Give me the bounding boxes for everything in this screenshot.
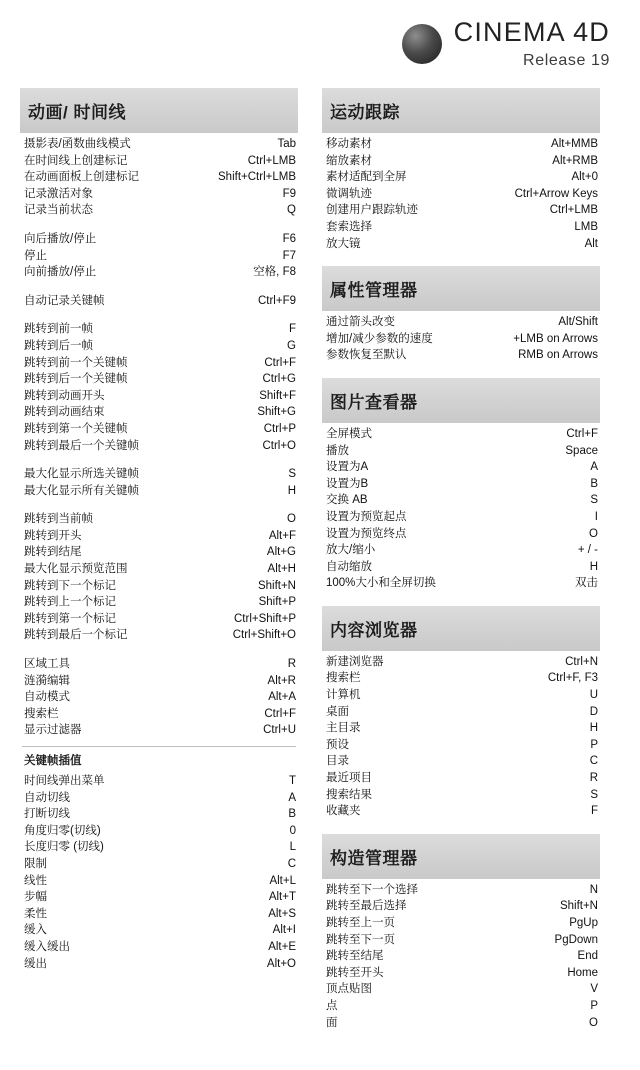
shortcut-label: 通过箭头改变 [326, 316, 395, 329]
shortcut-row [322, 787, 600, 804]
section-title: 属性管理器 [322, 266, 600, 311]
shortcut-label: 面 [326, 1016, 338, 1029]
shortcut-label: 跳转到后一个关键帧 [24, 373, 128, 386]
shortcut-row [20, 790, 298, 807]
shortcut-label: 创建用户跟踪轨迹 [326, 204, 418, 217]
shortcut-label: 时间线弹出菜单 [24, 775, 105, 787]
shortcut-key: 双击 [575, 577, 598, 590]
shortcut-row [322, 492, 600, 509]
shortcut-key: F7 [282, 249, 296, 262]
shortcut-list [20, 228, 298, 281]
shortcut-row [322, 670, 600, 687]
shortcut-label: 搜索栏 [24, 707, 59, 720]
shortcut-label: 缩放素材 [326, 154, 372, 167]
shortcut-key: V [590, 983, 598, 996]
section-motion-tracking [322, 88, 600, 252]
shortcut-list [322, 879, 600, 1031]
shortcut-key: Alt+T [268, 891, 296, 904]
shortcut-row [322, 770, 600, 787]
shortcut-row [322, 932, 600, 949]
shortcut-key: Tab [277, 138, 296, 150]
shortcut-key: Ctrl+O [262, 439, 296, 452]
shortcut-label: 跳转到前一帧 [24, 323, 93, 336]
shortcut-label: 跳转至结尾 [326, 950, 384, 963]
shortcut-label: 跳转到动画结束 [24, 406, 105, 419]
shortcut-label: 目录 [326, 755, 349, 768]
shortcut-key: L [289, 841, 296, 854]
shortcut-row [322, 526, 600, 543]
shortcut-key: Ctrl+F [264, 707, 296, 720]
shortcut-key: Alt+A [268, 691, 296, 704]
shortcut-key: U [589, 689, 598, 702]
brand-title: CINEMA 4D [453, 17, 610, 47]
shortcut-label: 放大/缩小 [326, 544, 376, 557]
shortcut-key: Alt+S [268, 907, 296, 920]
shortcut-key: O [589, 1016, 598, 1029]
shortcut-row [20, 248, 298, 265]
shortcut-row [20, 673, 298, 690]
shortcut-key: Alt+E [268, 940, 296, 953]
shortcut-row [322, 136, 600, 153]
shortcut-row [20, 889, 298, 906]
shortcut-row [20, 438, 298, 455]
shortcut-label: 设置为B [326, 477, 369, 490]
shortcut-label: 跳转到开头 [24, 529, 82, 542]
shortcut-row [322, 559, 600, 576]
shortcut-label: 柔性 [24, 907, 47, 920]
shortcut-row [322, 509, 600, 526]
shortcut-key: Alt+H [267, 563, 296, 576]
shortcut-key: T [288, 775, 296, 787]
shortcut-row [322, 803, 600, 820]
shortcut-label: 跳转到后一帧 [24, 339, 93, 352]
shortcut-key: Ctrl+Arrow Keys [514, 187, 598, 200]
shortcut-row [20, 136, 298, 153]
shortcut-key: Ctrl+F, F3 [547, 672, 598, 685]
shortcut-label: 素材适配到全屏 [326, 171, 407, 184]
shortcut-label: 步幅 [24, 891, 47, 904]
sub-heading: 关键帧插值 [24, 755, 82, 767]
shortcut-label: 最大化显示预览范围 [24, 563, 128, 576]
divider [22, 746, 296, 747]
shortcut-row [20, 806, 298, 823]
shortcut-list [20, 770, 298, 972]
shortcut-row [20, 321, 298, 338]
shortcut-row [20, 706, 298, 723]
shortcut-key: Ctrl+F [566, 427, 598, 440]
shortcut-key: A [288, 791, 296, 804]
shortcut-row [322, 948, 600, 965]
shortcut-key: A [590, 461, 598, 474]
shortcut-row [20, 956, 298, 973]
shortcut-key: Alt+F [268, 529, 296, 542]
shortcut-key: Alt+RMB [552, 154, 598, 167]
shortcut-row [322, 687, 600, 704]
release-label: Release 19 [523, 52, 610, 69]
shortcut-key: Ctrl+F9 [257, 294, 296, 307]
shortcut-row [20, 594, 298, 611]
shortcut-row [20, 773, 298, 790]
shortcut-row [322, 202, 600, 219]
shortcut-key: Alt+L [269, 874, 296, 887]
shortcut-row [322, 314, 600, 331]
shortcut-row [322, 1015, 600, 1032]
shortcut-label: 跳转到最后一个关键帧 [24, 439, 139, 452]
section-structure-manager [322, 834, 600, 1031]
shortcut-key: 0 [289, 824, 296, 837]
shortcut-label: 跳转到前一个关键帧 [24, 356, 128, 369]
shortcut-row [20, 578, 298, 595]
shortcut-label: 停止 [24, 249, 47, 262]
shortcut-label: 记录当前状态 [24, 204, 93, 217]
shortcut-row [322, 459, 600, 476]
shortcut-key: Shift+G [257, 406, 296, 419]
shortcut-key: Q [287, 204, 296, 217]
shortcut-row [20, 371, 298, 388]
shortcut-key: N [589, 883, 598, 896]
shortcut-label: 交换 AB [326, 494, 368, 507]
shortcut-label: 搜索结果 [326, 788, 372, 801]
page-header [20, 0, 620, 88]
shortcut-key: F9 [282, 187, 296, 200]
shortcut-label: 在动画面板上创建标记 [24, 171, 139, 184]
columns-container [20, 88, 620, 1045]
shortcut-row [322, 915, 600, 932]
section-title: 图片查看器 [322, 378, 600, 423]
shortcut-row [20, 202, 298, 219]
section-attribute-manager [322, 266, 600, 364]
shortcut-key: Alt/Shift [558, 316, 598, 329]
shortcut-label: 播放 [326, 444, 349, 457]
shortcut-label: 自动模式 [24, 691, 70, 704]
shortcut-key: P [590, 999, 598, 1012]
shortcut-list [20, 133, 298, 219]
shortcut-label: 记录激活对象 [24, 187, 93, 200]
shortcut-key: G [287, 339, 296, 352]
shortcut-row [20, 544, 298, 561]
shortcut-key: Ctrl+N [565, 655, 598, 668]
shortcut-row [20, 611, 298, 628]
shortcut-key: C [589, 755, 598, 768]
shortcut-key: Ctrl+P [263, 422, 296, 435]
shortcut-label: 点 [326, 999, 338, 1012]
shortcut-key: B [288, 808, 296, 821]
shortcut-label: 放大镜 [326, 237, 361, 250]
spacer [20, 219, 298, 228]
shortcut-row [322, 720, 600, 737]
shortcut-key: + / - [577, 544, 598, 557]
shortcut-key: H [287, 484, 296, 497]
shortcut-label: 跳转到下一个标记 [24, 579, 116, 592]
shortcut-key: O [589, 527, 598, 540]
shortcut-row [20, 939, 298, 956]
shortcut-key: C [287, 857, 296, 870]
shortcut-label: 摄影表/函数曲线模式 [24, 138, 131, 150]
shortcut-key: B [590, 477, 598, 490]
shortcut-label: 设置为A [326, 461, 369, 474]
shortcut-key: Ctrl+LMB [549, 204, 598, 217]
shortcut-list [20, 318, 298, 454]
shortcut-label: 新建浏览器 [326, 655, 384, 668]
shortcut-label: 区域工具 [24, 658, 70, 671]
shortcut-key: Shift+N [559, 900, 598, 913]
shortcut-row [322, 654, 600, 671]
shortcut-key: H [589, 722, 598, 735]
shortcut-row [322, 331, 600, 348]
shortcut-key: Alt+0 [571, 171, 598, 184]
shortcut-label: 限制 [24, 857, 47, 870]
shortcut-row [322, 443, 600, 460]
shortcut-row [20, 338, 298, 355]
shortcut-row [322, 575, 600, 592]
section-title: 构造管理器 [322, 834, 600, 879]
shortcut-label: 自动缩放 [326, 560, 372, 573]
shortcut-key: +LMB on Arrows [513, 332, 598, 345]
shortcut-label: 跳转至上一页 [326, 917, 395, 929]
shortcut-list [20, 290, 298, 310]
shortcut-row [20, 722, 298, 739]
shortcut-label: 向前播放/停止 [24, 266, 97, 279]
shortcut-row [20, 421, 298, 438]
shortcut-label: 自动切线 [24, 791, 70, 804]
shortcut-label: 移动素材 [326, 138, 372, 150]
shortcut-label: 最大化显示所有关键帧 [24, 484, 139, 497]
section-content-browser [322, 606, 600, 820]
shortcut-key: S [590, 494, 598, 507]
shortcut-row [20, 906, 298, 923]
shortcut-row [20, 627, 298, 644]
spacer [20, 281, 298, 290]
shortcut-row [322, 704, 600, 721]
shortcut-key: F6 [282, 232, 296, 245]
shortcut-key: RMB on Arrows [518, 349, 598, 362]
shortcut-label: 设置为预览终点 [326, 527, 407, 540]
shortcut-list [322, 311, 600, 364]
shortcut-label: 跳转至最后选择 [326, 900, 407, 913]
shortcut-label: 打断切线 [24, 808, 70, 821]
shortcut-label: 跳转到第一个关键帧 [24, 422, 128, 435]
shortcut-row [20, 404, 298, 421]
spacer [20, 499, 298, 508]
shortcut-label: 跳转到上一个标记 [24, 596, 116, 609]
shortcut-row [322, 186, 600, 203]
shortcut-key: D [589, 705, 598, 718]
shortcut-label: 跳转到第一个标记 [24, 612, 116, 625]
shortcut-key: Shift+P [258, 596, 296, 609]
shortcut-row [20, 528, 298, 545]
shortcut-label: 长度归零 (切线) [24, 841, 104, 854]
shortcut-key: LMB [574, 220, 598, 233]
shortcut-label: 微调轨迹 [326, 187, 372, 200]
shortcut-row [20, 264, 298, 281]
shortcut-row [322, 737, 600, 754]
shortcut-label: 角度归零(切线) [24, 824, 101, 837]
shortcut-row [322, 882, 600, 899]
shortcut-label: 显示过滤器 [24, 724, 82, 737]
shortcut-key: Ctrl+F [264, 356, 296, 369]
shortcut-label: 全屏模式 [326, 427, 372, 440]
shortcut-row [20, 839, 298, 856]
shortcut-key: S [590, 788, 598, 801]
shortcut-label: 跳转到最后一个标记 [24, 629, 128, 642]
shortcut-key: O [287, 513, 296, 526]
shortcut-key: F [288, 323, 296, 336]
shortcut-row [322, 153, 600, 170]
shortcut-key: PgUp [569, 917, 598, 929]
sphere-logo-icon [402, 24, 442, 64]
shortcut-row [20, 561, 298, 578]
shortcut-label: 线性 [24, 874, 47, 887]
shortcut-key: Space [565, 444, 598, 457]
shortcut-key: F [590, 805, 598, 818]
shortcut-row [322, 236, 600, 253]
shortcut-label: 100%大小和全屏切换 [326, 577, 436, 590]
shortcut-label: 计算机 [326, 689, 361, 702]
shortcut-row [322, 753, 600, 770]
shortcut-label: 跳转到当前帧 [24, 513, 93, 526]
shortcut-label: 跳转至下一个选择 [326, 883, 418, 896]
shortcut-row [322, 476, 600, 493]
shortcut-row [20, 466, 298, 483]
shortcut-row [20, 656, 298, 673]
shortcut-row [20, 689, 298, 706]
shortcut-key: Shift+F [259, 389, 296, 402]
shortcut-label: 涟漪编辑 [24, 674, 70, 687]
shortcut-row [20, 355, 298, 372]
shortcut-row [322, 542, 600, 559]
shortcut-label: 桌面 [326, 705, 349, 718]
shortcut-label: 参数恢复至默认 [326, 349, 407, 362]
shortcut-label: 自动记录关键帧 [24, 294, 105, 307]
shortcut-row [20, 856, 298, 873]
shortcut-row [20, 511, 298, 528]
shortcut-label: 缓入 [24, 924, 47, 937]
shortcut-key: Alt+I [272, 924, 296, 937]
brand-block [454, 19, 610, 69]
content-column [20, 88, 298, 986]
shortcut-row [20, 388, 298, 405]
shortcut-list [322, 423, 600, 592]
shortcut-key: Alt [584, 237, 598, 250]
shortcut-key: Alt+R [267, 674, 296, 687]
shortcut-key: Ctrl+G [262, 373, 296, 386]
shortcut-key: R [287, 658, 296, 671]
shortcut-label: 在时间线上创建标记 [24, 154, 128, 167]
shortcut-key: Home [567, 966, 598, 979]
content-column [322, 88, 600, 1045]
shortcut-key: I [594, 510, 598, 523]
section-picture-viewer [322, 378, 600, 592]
spacer [20, 454, 298, 463]
shortcut-row [20, 293, 298, 310]
shortcut-label: 预设 [326, 738, 349, 751]
spacer [20, 309, 298, 318]
shortcut-key: Ctrl+Shift+O [232, 629, 296, 642]
shortcut-row [322, 347, 600, 364]
section-title: 运动跟踪 [322, 88, 600, 133]
shortcut-key: Ctrl+Shift+P [234, 612, 296, 625]
shortcut-key: Alt+MMB [551, 138, 598, 150]
shortcut-key: Shift+Ctrl+LMB [218, 171, 296, 184]
shortcut-label: 收藏夹 [326, 805, 361, 818]
shortcut-list [20, 463, 298, 499]
shortcut-label: 顶点贴图 [326, 983, 372, 996]
shortcut-key: H [589, 560, 598, 573]
shortcut-row [20, 186, 298, 203]
shortcut-key: Ctrl+U [263, 724, 296, 737]
shortcut-list [20, 508, 298, 644]
shortcut-label: 跳转至下一页 [326, 933, 395, 946]
shortcut-row [322, 169, 600, 186]
shortcut-row [20, 823, 298, 840]
shortcut-label: 最大化显示所选关键帧 [24, 468, 139, 481]
section-animation-timeline [20, 88, 298, 972]
shortcut-key: Shift+N [257, 579, 296, 592]
shortcut-row [20, 873, 298, 890]
shortcut-key: R [589, 772, 598, 785]
shortcut-row [322, 981, 600, 998]
section-title: 动画/ 时间线 [20, 88, 298, 133]
shortcut-label: 缓出 [24, 957, 47, 970]
shortcut-row [20, 922, 298, 939]
shortcut-label: 跳转至开头 [326, 966, 384, 979]
shortcut-key: Ctrl+LMB [247, 154, 296, 167]
shortcut-label: 设置为预览起点 [326, 510, 407, 523]
shortcut-key: P [590, 738, 598, 751]
shortcut-key: Alt+O [266, 957, 296, 970]
shortcut-label: 最近项目 [326, 772, 372, 785]
shortcut-label: 搜索栏 [326, 672, 361, 685]
shortcut-label: 增加/减少参数的速度 [326, 332, 433, 345]
shortcut-list [20, 653, 298, 739]
shortcut-row [322, 998, 600, 1015]
shortcut-row [20, 231, 298, 248]
shortcut-row [322, 898, 600, 915]
shortcut-key: 空格, F8 [253, 266, 296, 279]
shortcut-label: 主目录 [326, 722, 361, 735]
shortcut-row [322, 219, 600, 236]
shortcut-row [20, 153, 298, 170]
shortcut-row [20, 483, 298, 500]
shortcut-label: 向后播放/停止 [24, 232, 97, 245]
shortcut-row [322, 965, 600, 982]
shortcut-row [20, 169, 298, 186]
shortcut-label: 跳转到结尾 [24, 546, 82, 559]
shortcut-key: Alt+G [266, 546, 296, 559]
shortcut-row [322, 426, 600, 443]
shortcut-label: 跳转到动画开头 [24, 389, 105, 402]
spacer [20, 644, 298, 653]
shortcut-label: 缓入缓出 [24, 940, 70, 953]
shortcut-key: End [577, 950, 598, 963]
shortcut-key: S [288, 468, 296, 481]
shortcut-list [322, 651, 600, 820]
shortcut-label: 套索选择 [326, 220, 372, 233]
shortcut-list [322, 133, 600, 252]
shortcut-key: PgDown [554, 933, 598, 946]
section-title: 内容浏览器 [322, 606, 600, 651]
